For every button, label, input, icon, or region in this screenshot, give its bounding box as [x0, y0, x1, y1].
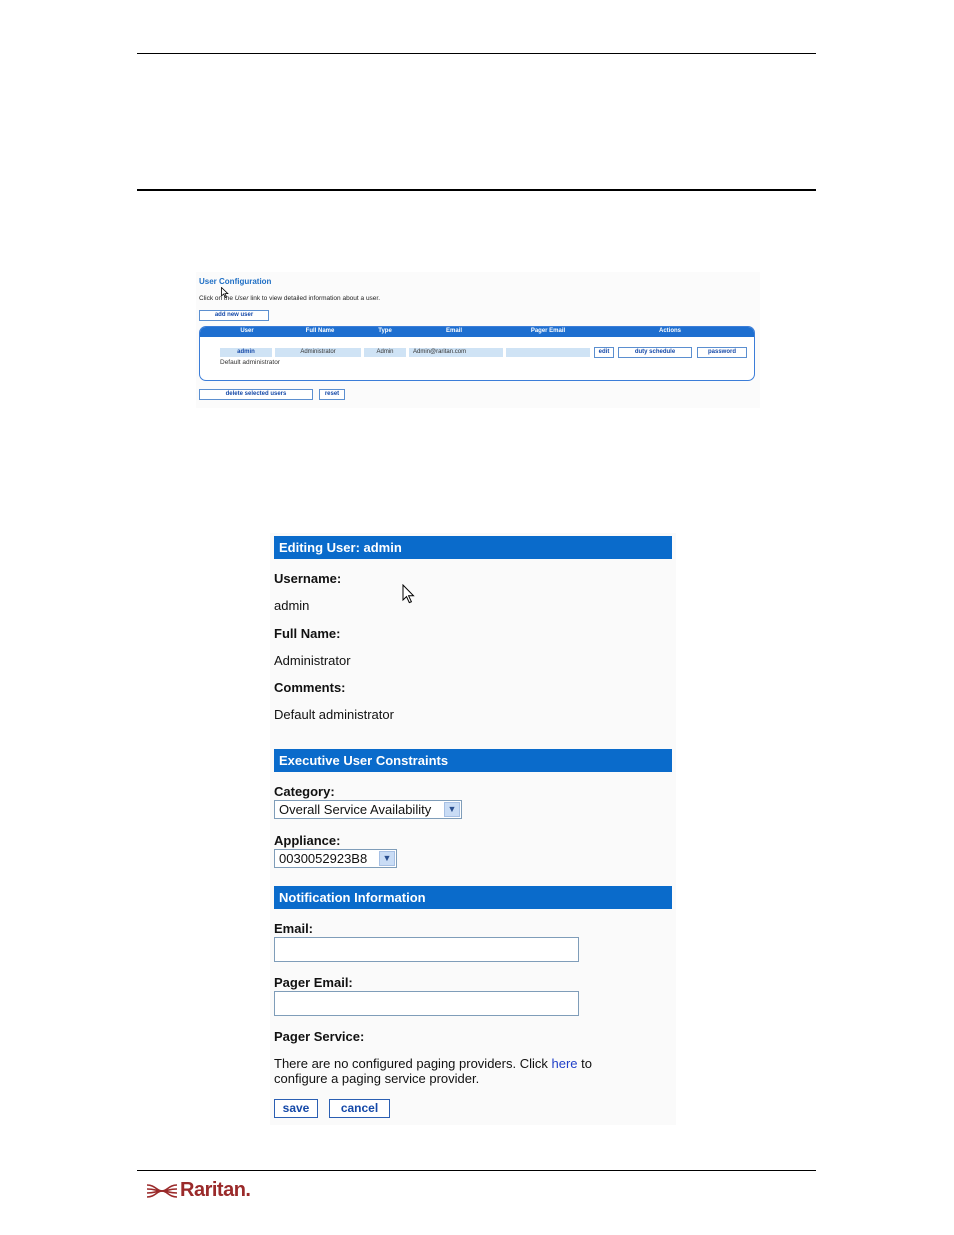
pager-service-label: Pager Service: [274, 1029, 365, 1044]
executive-constraints-header: Executive User Constraints [274, 749, 672, 772]
editing-user-header: Editing User: admin [274, 536, 672, 559]
reset-button[interactable]: reset [319, 389, 345, 400]
raritan-logo-mark-icon [145, 1182, 179, 1200]
password-button[interactable]: password [697, 347, 747, 358]
edit-user-screenshot [270, 533, 676, 1125]
section-rule [137, 189, 816, 191]
column-header-pager-email: Pager Email [530, 328, 566, 334]
users-table [199, 326, 755, 381]
cell-type: Admin [364, 348, 406, 357]
user-configuration-screenshot [196, 272, 760, 408]
email-label: Email: [274, 921, 314, 936]
username-value: admin [274, 598, 310, 613]
mouse-cursor-icon [402, 584, 415, 604]
user-comment: Default administrator [220, 359, 280, 366]
duty-schedule-button[interactable]: duty schedule [618, 347, 692, 358]
full-name-value: Administrator [274, 653, 351, 668]
configure-paging-link[interactable]: here [551, 1056, 578, 1071]
delete-selected-users-button[interactable]: delete selected users [199, 389, 313, 400]
notification-information-header: Notification Information [274, 886, 672, 909]
pager-email-field[interactable] [274, 991, 579, 1016]
add-new-user-button[interactable]: add new user [199, 310, 269, 321]
comments-label: Comments: [274, 680, 346, 695]
appliance-selected-value: 0030052923B8 [279, 851, 368, 866]
pager-email-label: Pager Email: [274, 975, 353, 990]
user-config-title: User Configuration [199, 277, 272, 286]
cell-full-name: Administrator [275, 348, 361, 357]
category-selected-value: Overall Service Availability [279, 802, 432, 817]
raritan-logo-text: Raritan. [180, 1179, 251, 1201]
save-button[interactable]: save [274, 1099, 318, 1118]
user-config-hint: Click on the User link to view detailed information about a user. [199, 295, 381, 302]
column-header-actions: Actions [658, 328, 681, 334]
category-select[interactable] [274, 800, 462, 819]
user-link-admin[interactable]: admin [220, 348, 272, 357]
chevron-down-icon[interactable]: ▼ [379, 851, 395, 866]
cell-pager-email [506, 348, 590, 357]
footer-rule [137, 1170, 816, 1171]
appliance-select[interactable] [274, 849, 397, 868]
cell-email: Admin@raritan.com [409, 348, 503, 357]
full-name-label: Full Name: [274, 626, 341, 641]
email-field[interactable] [274, 937, 579, 962]
table-header [200, 327, 754, 337]
column-header-full-name: Full Name [305, 328, 335, 334]
column-header-user: User [240, 328, 254, 334]
column-header-type: Type [378, 328, 392, 334]
cancel-button[interactable]: cancel [329, 1099, 390, 1118]
appliance-label: Appliance: [274, 833, 341, 848]
paging-provider-message: There are no configured paging providers. Click here to configure a paging service provider. [274, 1056, 592, 1086]
column-header-email: Email [445, 328, 462, 334]
comments-value: Default administrator [274, 707, 394, 722]
username-label: Username: [274, 571, 342, 586]
category-label: Category: [274, 784, 335, 799]
chevron-down-icon[interactable]: ▼ [444, 802, 460, 817]
header-rule [137, 53, 816, 54]
edit-button[interactable]: edit [594, 347, 614, 358]
